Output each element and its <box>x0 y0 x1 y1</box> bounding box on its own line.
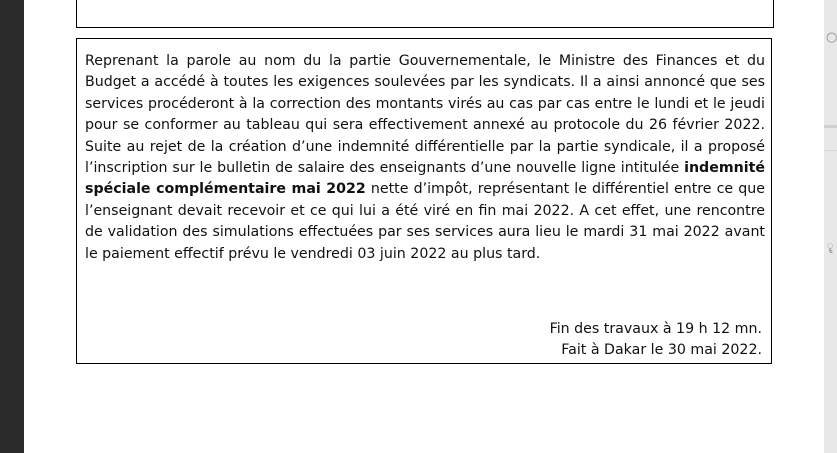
place-date-line: Fait à Dakar le 30 mai 2022. <box>561 342 762 358</box>
partial-glyph: ॄ <box>827 239 834 252</box>
end-of-work-line: Fin des travaux à 19 h 12 mn. <box>549 321 762 337</box>
body-paragraph <box>85 51 765 265</box>
paragraph-text-part2: nette d’impôt, représentant le différentiel entre ce que l’enseignant devait recevoir et ce qui lui a été viré en fin mai 2022. A cet effet, une rencontre de validation des simulations effectuées par ses services aura lieu le mardi 31 mai 2022 avant le paiement effectif prévu le vendredi 03 juin 2022 au plus tard. <box>85 181 765 262</box>
panel-divider-thin <box>824 150 837 151</box>
closing-block <box>550 319 762 361</box>
previous-table-cell <box>76 0 774 28</box>
text-frame <box>76 38 772 364</box>
paragraph-text-part1: Reprenant la parole au nom du la partie Gouvernementale, le Ministre des Finances et du Budget a accédé à toutes les exigences soulevées par les syndicats. Il a ainsi annoncé que ses services procéderont à la correction des montants virés au cas par cas entre le lundi et le jeudi pour se conformer au tableau qui sera effectivement annexé au protocole du 26 février 2022. Suite au rejet de la création d’une indemnité différentielle par la partie syndicale, il a proposé l’inscription sur le bulletin de salaire des enseignants d’une nouvelle ligne intitulée <box>85 53 765 177</box>
panel-divider <box>824 125 837 128</box>
side-panel-edge <box>824 0 837 453</box>
paragraph-bold-text: indemnité spéciale complémentaire mai 2022 <box>85 160 765 198</box>
partial-icon: ○ <box>826 30 837 45</box>
